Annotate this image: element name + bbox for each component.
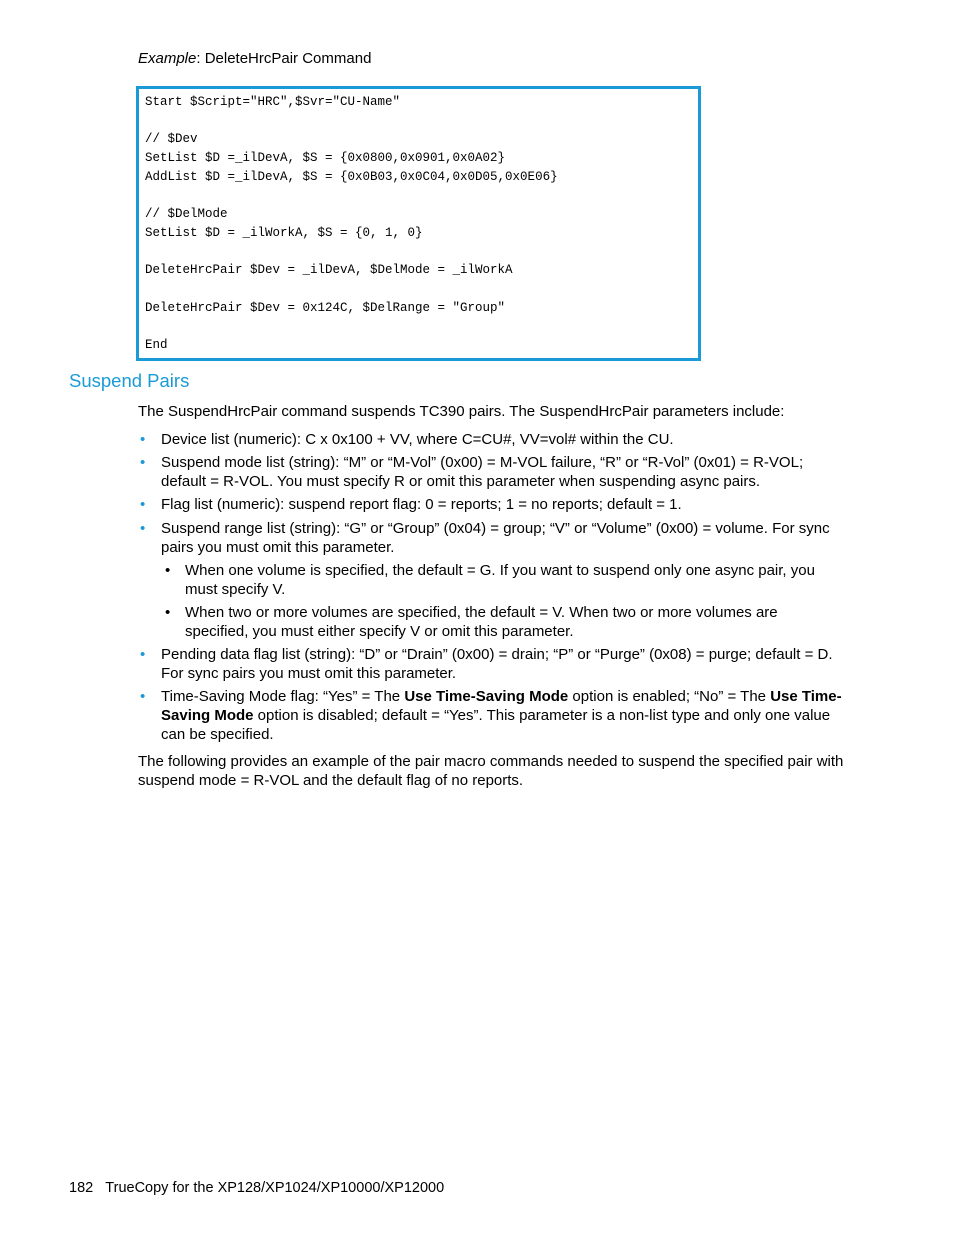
- intro-paragraph: The SuspendHrcPair command suspends TC390 pairs. The SuspendHrcPair parameters include:: [138, 403, 785, 420]
- bullet-item: Suspend range list (string): “G” or “Group” (0x04) = group; “V” or “Volume” (0x00) = volume. For sync pairs you must omit this parameter.: [161, 520, 830, 556]
- sub-bullet-item: When one volume is specified, the default = G. If you want to suspend only one async pair, you must specify V.: [185, 562, 815, 598]
- sub-bullet-marker: •: [165, 562, 171, 579]
- example-caption: [138, 50, 371, 67]
- code-line: Start $Script="HRC",$Svr="CU-Name": [145, 95, 401, 109]
- time-saving-text: option is disabled; default = “Yes”. This parameter is a non-list type and only one value can be specified.: [161, 707, 831, 743]
- code-block: [136, 86, 701, 361]
- code-line: AddList $D =_ilDevA, $S = {0x0B03,0x0C04,0x0D05,0x0E06}: [145, 170, 558, 184]
- time-saving-option-name: Use Time-Saving Mode: [404, 688, 569, 705]
- time-saving-bullet: [161, 687, 851, 744]
- code-line: // $Dev: [145, 132, 198, 146]
- bullet-marker: •: [140, 688, 146, 705]
- code-line: // $DelMode: [145, 207, 228, 221]
- bullet-marker: •: [140, 454, 146, 471]
- bullet-marker: •: [140, 646, 146, 663]
- page-footer: [69, 1180, 444, 1196]
- code-line: DeleteHrcPair $Dev = 0x124C, $DelRange = "Group": [145, 301, 506, 315]
- bullet-marker: •: [140, 431, 146, 448]
- sub-bullet-marker: •: [165, 604, 171, 621]
- bullet-item: Device list (numeric): C x 0x100 + VV, where C=CU#, VV=vol# within the CU.: [161, 431, 674, 448]
- time-saving-text: Time-Saving Mode flag: “Yes” = The: [161, 688, 405, 705]
- bullet-item: Suspend mode list (string): “M” or “M-Vol” (0x00) = M-VOL failure, “R” or “R-Vol” (0x01) = R-VOL; default = R-VOL. You must specify R or omit this parameter when suspending async pairs.: [161, 454, 804, 490]
- time-saving-option-name: Use Time-Saving Mode: [161, 688, 842, 724]
- bullet-marker: •: [140, 520, 146, 537]
- code-line: DeleteHrcPair $Dev = _ilDevA, $DelMode = _ilWorkA: [145, 263, 513, 277]
- closing-paragraph: The following provides an example of the pair macro commands needed to suspend the specified pair with suspend mode = R-VOL and the default flag of no reports.: [138, 753, 844, 789]
- document-title: TrueCopy for the XP128/XP1024/XP10000/XP12000: [105, 1180, 445, 1196]
- code-line: End: [145, 338, 168, 352]
- code-line: SetList $D =_ilDevA, $S = {0x0800,0x0901,0x0A02}: [145, 151, 506, 165]
- bullet-item: Flag list (numeric): suspend report flag: 0 = reports; 1 = no reports; default = 1.: [161, 496, 682, 513]
- time-saving-text: option is enabled; “No” = The: [568, 688, 771, 705]
- example-title: : DeleteHrcPair Command: [196, 50, 372, 67]
- page-number: 182: [69, 1180, 94, 1196]
- section-title: Suspend Pairs: [69, 370, 190, 391]
- sub-bullet-item: When two or more volumes are specified, the default = V. When two or more volumes are specified, you must either specify V or omit this parameter.: [185, 604, 778, 640]
- example-label: Example: [138, 50, 197, 67]
- code-line: SetList $D = _ilWorkA, $S = {0, 1, 0}: [145, 226, 423, 240]
- bullet-item: Pending data flag list (string): “D” or “Drain” (0x00) = drain; “P” or “Purge” (0x08) = purge; default = D. For sync pairs you must omit this parameter.: [161, 646, 833, 682]
- bullet-marker: •: [140, 496, 146, 513]
